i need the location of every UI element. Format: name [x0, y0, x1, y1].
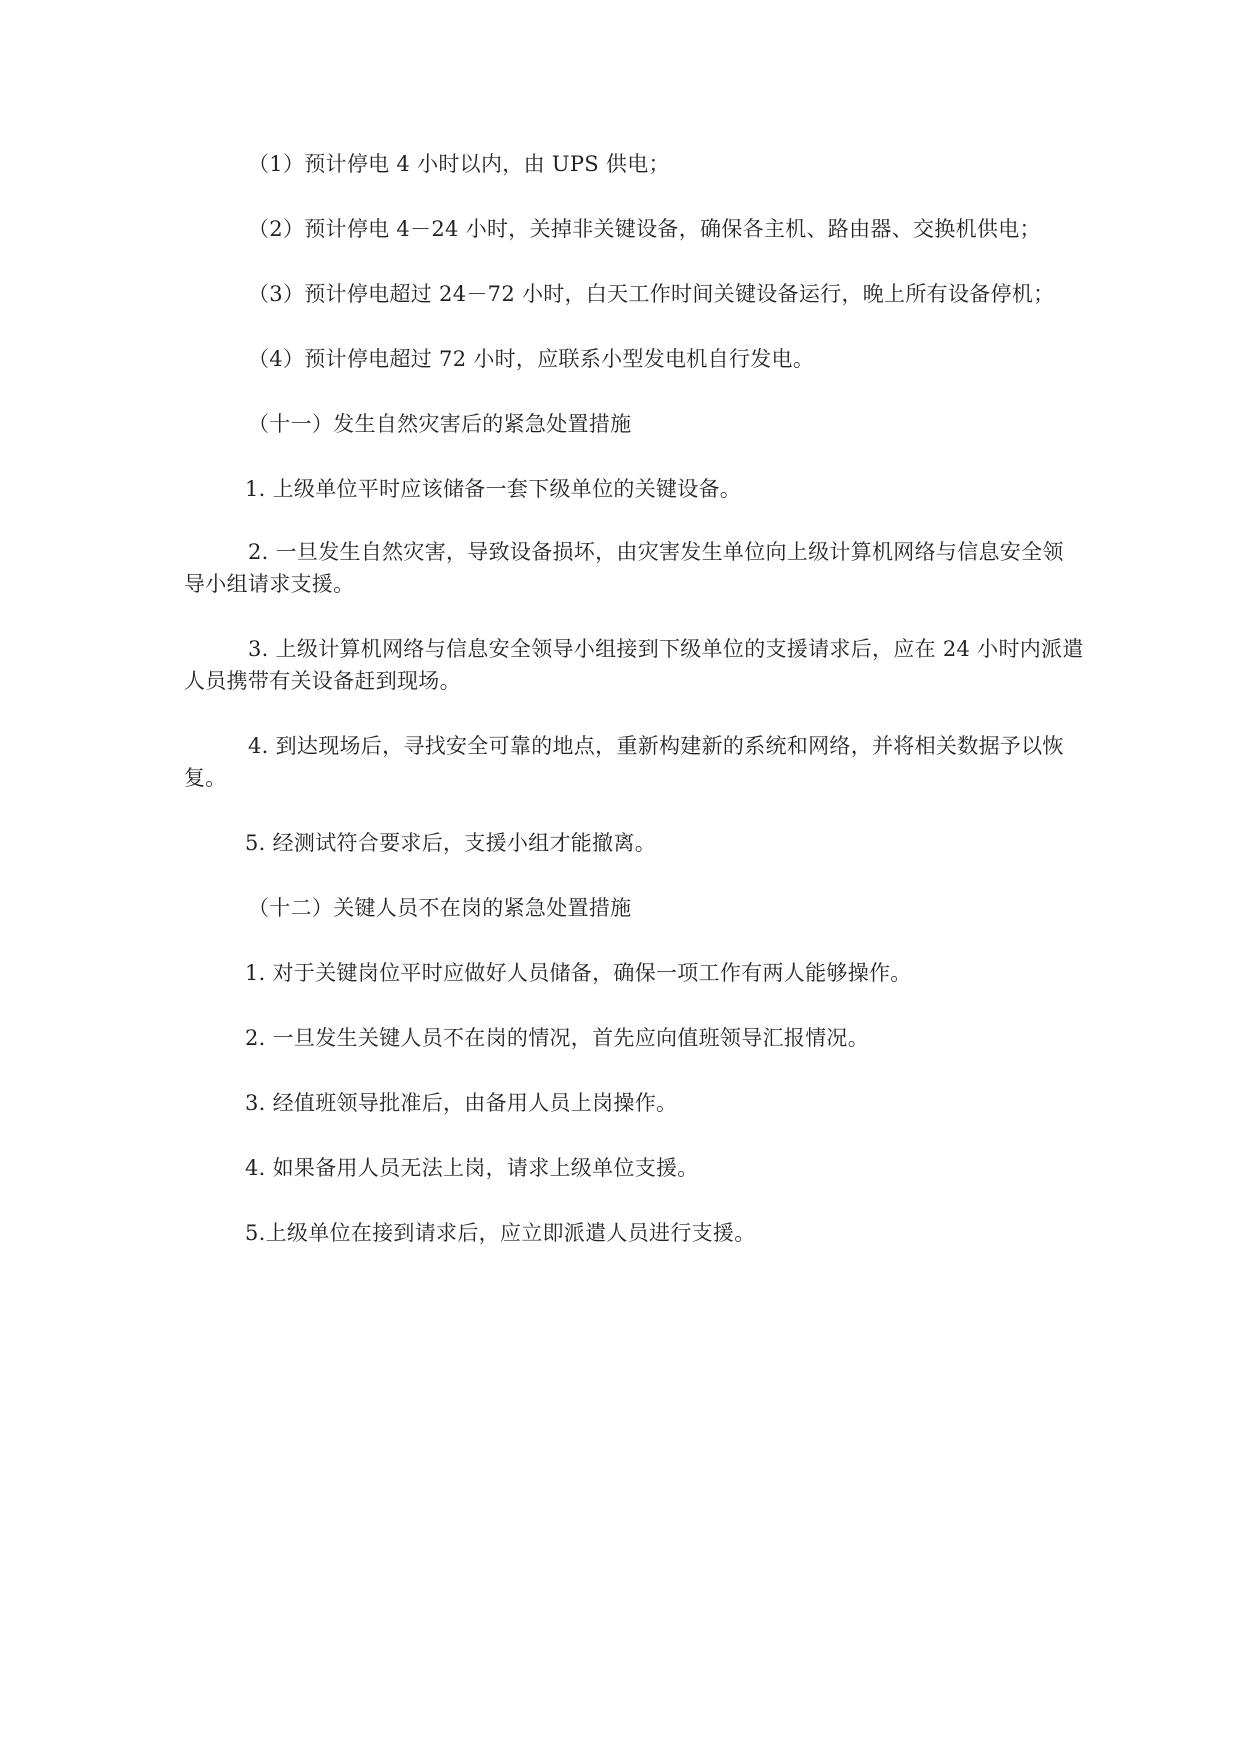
section-12-item-1: 1. 对于关键岗位平时应做好人员储备，确保一项工作有两人能够操作。	[245, 961, 912, 985]
power-outage-item-1: （1）预计停电 4 小时以内，由 UPS 供电；	[248, 152, 670, 176]
section-11-item-3: 3. 上级计算机网络与信息安全领导小组接到下级单位的支援请求后，应在 24 小时内派遣人员携带有关设备赶到现场。	[184, 637, 1084, 693]
section-11-item-1: 1. 上级单位平时应该储备一套下级单位的关键设备。	[245, 477, 742, 501]
section-12-heading: （十二）关键人员不在岗的紧急处置措施	[248, 896, 632, 920]
power-outage-item-2: （2）预计停电 4－24 小时，关掉非关键设备，确保各主机、路由器、交换机供电；	[248, 217, 1041, 241]
section-12-item-4: 4. 如果备用人员无法上岗，请求上级单位支援。	[245, 1156, 699, 1180]
power-outage-item-3: （3）预计停电超过 24－72 小时，白天工作时间关键设备运行，晚上所有设备停机；	[248, 282, 1055, 306]
section-12-item-5: 5.上级单位在接到请求后，应立即派遣人员进行支援。	[245, 1221, 756, 1245]
section-11-heading: （十一）发生自然灾害后的紧急处置措施	[248, 412, 632, 436]
section-11-item-4: 4. 到达现场后，寻找安全可靠的地点，重新构建新的系统和网络，并将相关数据予以恢复。	[184, 734, 1064, 790]
power-outage-item-4: （4）预计停电超过 72 小时，应联系小型发电机自行发电。	[248, 347, 815, 371]
section-12-item-3: 3. 经值班领导批准后，由备用人员上岗操作。	[245, 1091, 678, 1115]
section-11-item-2: 2. 一旦发生自然灾害，导致设备损坏，由灾害发生单位向上级计算机网络与信息安全领导小组请求支援。	[184, 540, 1064, 596]
section-12-item-2: 2. 一旦发生关键人员不在岗的情况，首先应向值班领导汇报情况。	[245, 1026, 870, 1050]
section-11-item-5: 5. 经测试符合要求后，支援小组才能撤离。	[245, 831, 657, 855]
